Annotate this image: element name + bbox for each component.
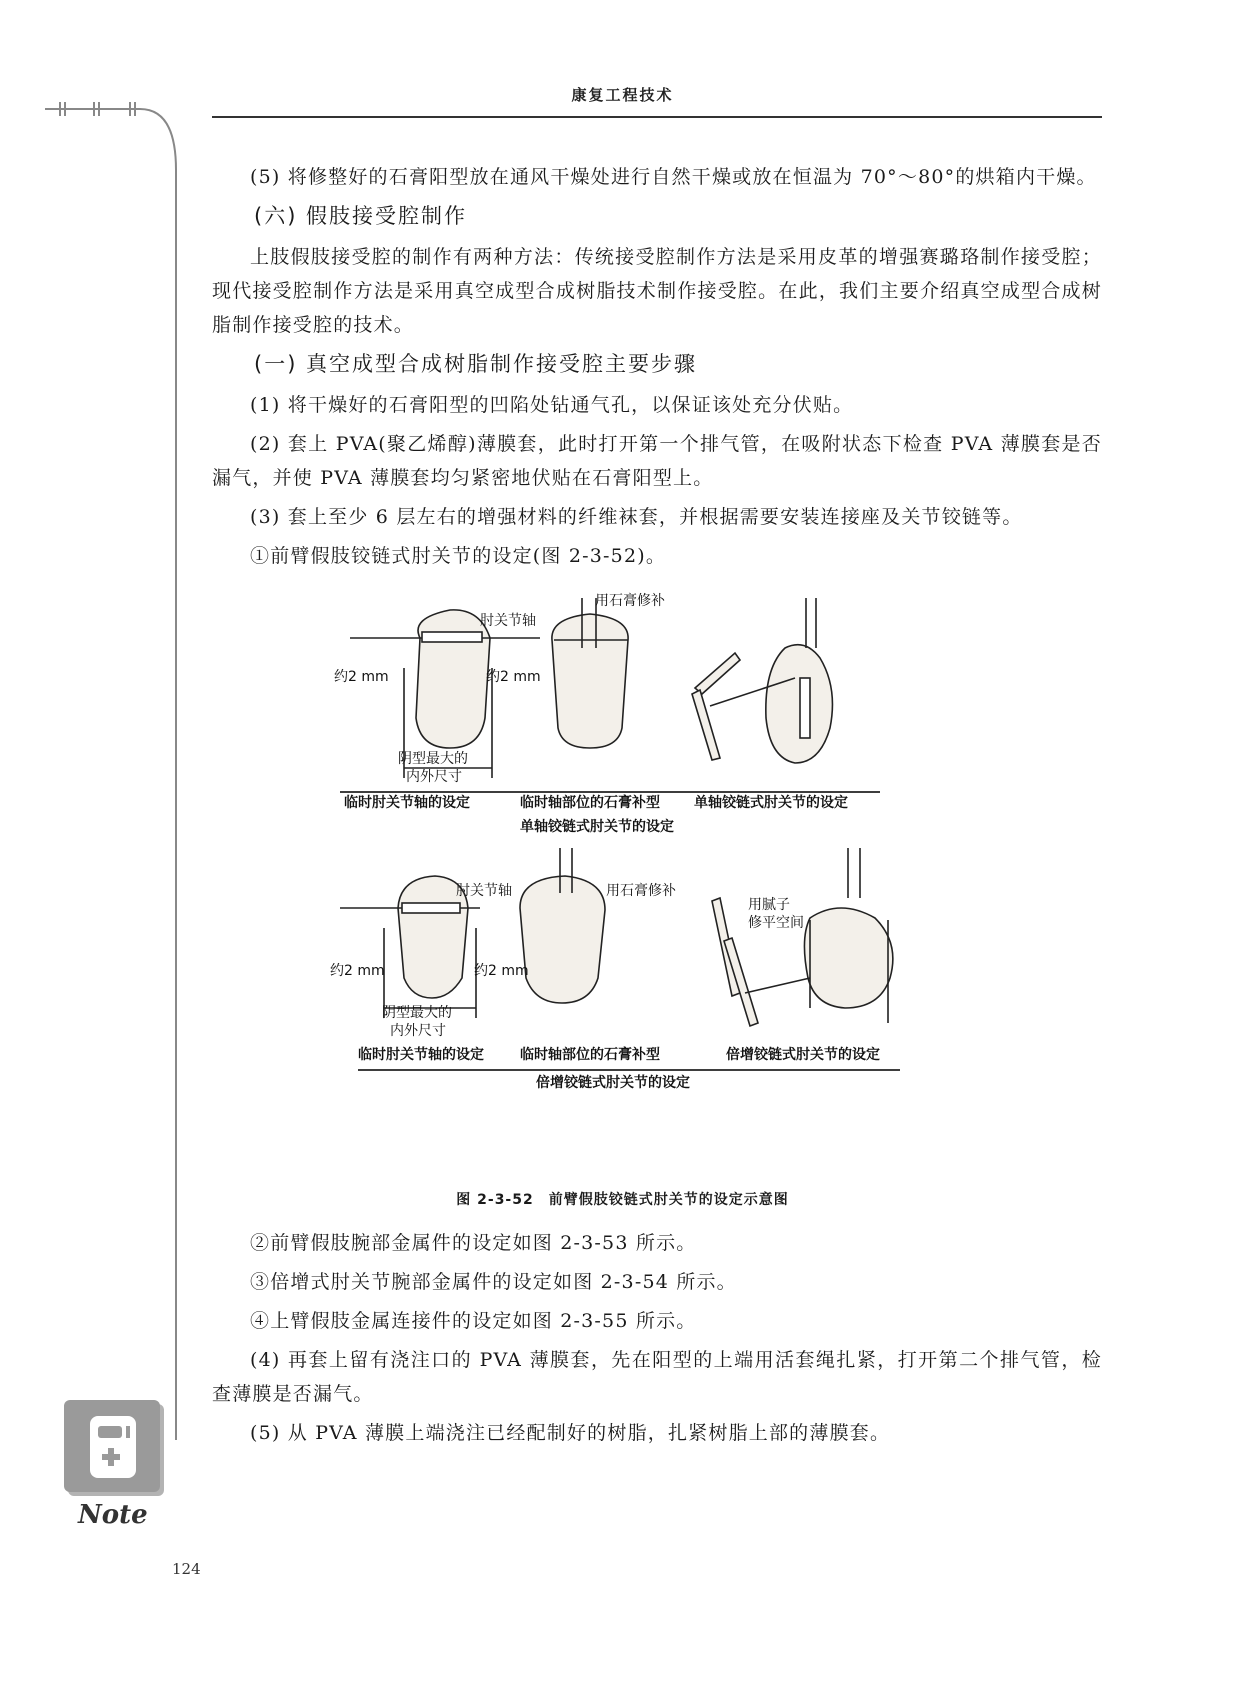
caption-top-c: 单轴铰链式肘关节的设定 xyxy=(694,795,848,811)
sub-step-1: ①前臂假肢铰链式肘关节的设定(图 2-3-52)。 xyxy=(250,545,667,567)
label-elbow-axis-bottom: 肘关节轴 xyxy=(456,883,512,899)
label-putty-bottom: 用腻子 xyxy=(748,897,790,913)
running-header-title: 康复工程技术 xyxy=(571,86,674,104)
caption-top-group: 单轴铰链式肘关节的设定 xyxy=(520,819,674,835)
step-2: (2) 套上 PVA(聚乙烯醇)薄膜套，此时打开第一个排气管，在吸附状态下检查 PVA 薄膜套是否漏气，并使 PVA 薄膜套均匀紧密地伏贴在石膏阳型上。 xyxy=(212,433,1102,489)
body-text-lower xyxy=(212,1226,1102,1455)
caption-bottom-group: 倍增铰链式肘关节的设定 xyxy=(536,1075,690,1091)
label-max-dim-2-bottom: 内外尺寸 xyxy=(390,1023,446,1039)
label-elbow-axis-top: 肘关节轴 xyxy=(480,613,536,629)
section-heading-1: (一) 真空成型合成树脂制作接受腔主要步骤 xyxy=(254,352,698,376)
label-approx-left-top: 约2 mm xyxy=(334,669,389,685)
label-plaster-fix-top: 用石膏修补 xyxy=(595,593,665,609)
label-max-dim-2-top: 内外尺寸 xyxy=(406,769,462,785)
label-max-dim-top: 阴型最大的 xyxy=(398,751,468,767)
paragraph-intro: 上肢假肢接受腔的制作有两种方法：传统接受腔制作方法是采用皮革的增强赛璐珞制作接受腔；现代接受腔制作方法是采用真空成型合成树脂技术制作接受腔。在此，我们主要介绍真空成型合成树脂制作接受腔的技术。 xyxy=(212,246,1102,336)
section-heading-6: (六) 假肢接受腔制作 xyxy=(254,204,468,228)
label-putty-2-bottom: 修平空间 xyxy=(748,915,804,931)
label-plaster-fix-bottom: 用石膏修补 xyxy=(606,883,676,899)
label-approx-left-bottom: 约2 mm xyxy=(330,963,385,979)
sub-step-3: ③倍增式肘关节腕部金属件的设定如图 2-3-54 所示。 xyxy=(250,1271,737,1293)
margin-bracket-icon xyxy=(0,100,200,1490)
figure-elbow-joint xyxy=(330,593,980,1178)
figure-caption: 图 2-3-52 前臂假肢铰链式肘关节的设定示意图 xyxy=(456,1192,789,1208)
body-text-upper xyxy=(212,160,1102,578)
step-5: (5) 从 PVA 薄膜上端浇注已经配制好的树脂，扎紧树脂上部的薄膜套。 xyxy=(250,1422,891,1444)
page-number: 124 xyxy=(172,1560,201,1578)
paragraph-dry-step: (5) 将修整好的石膏阳型放在通风干燥处进行自然干燥或放在恒温为 70°～80°的烘箱内干燥。 xyxy=(250,166,1097,188)
step-1: (1) 将干燥好的石膏阳型的凹陷处钻通气孔，以保证该处充分伏贴。 xyxy=(250,394,854,416)
caption-top-b: 临时轴部位的石膏补型 xyxy=(520,795,660,811)
step-4: (4) 再套上留有浇注口的 PVA 薄膜套，先在阳型的上端用活套绳扎紧，打开第二个排气管，检查薄膜是否漏气。 xyxy=(212,1349,1102,1405)
label-approx-right-top: 约2 mm xyxy=(486,669,541,685)
caption-top-a: 临时肘关节轴的设定 xyxy=(344,795,470,811)
label-approx-right-bottom: 约2 mm xyxy=(474,963,529,979)
label-max-dim-bottom: 阴型最大的 xyxy=(382,1005,452,1021)
step-3: (3) 套上至少 6 层左右的增强材料的纤维袜套，并根据需要安装连接座及关节铰链等。 xyxy=(250,506,1023,528)
caption-bottom-a: 临时肘关节轴的设定 xyxy=(358,1047,484,1063)
header-rule xyxy=(212,116,1102,118)
medical-note-icon xyxy=(64,1400,168,1500)
caption-bottom-c: 倍增铰链式肘关节的设定 xyxy=(726,1047,880,1063)
sub-step-2: ②前臂假肢腕部金属件的设定如图 2-3-53 所示。 xyxy=(250,1232,697,1254)
note-label: Note xyxy=(78,1500,148,1530)
caption-bottom-b: 临时轴部位的石膏补型 xyxy=(520,1047,660,1063)
sub-step-4: ④上臂假肢金属连接件的设定如图 2-3-55 所示。 xyxy=(250,1310,697,1332)
